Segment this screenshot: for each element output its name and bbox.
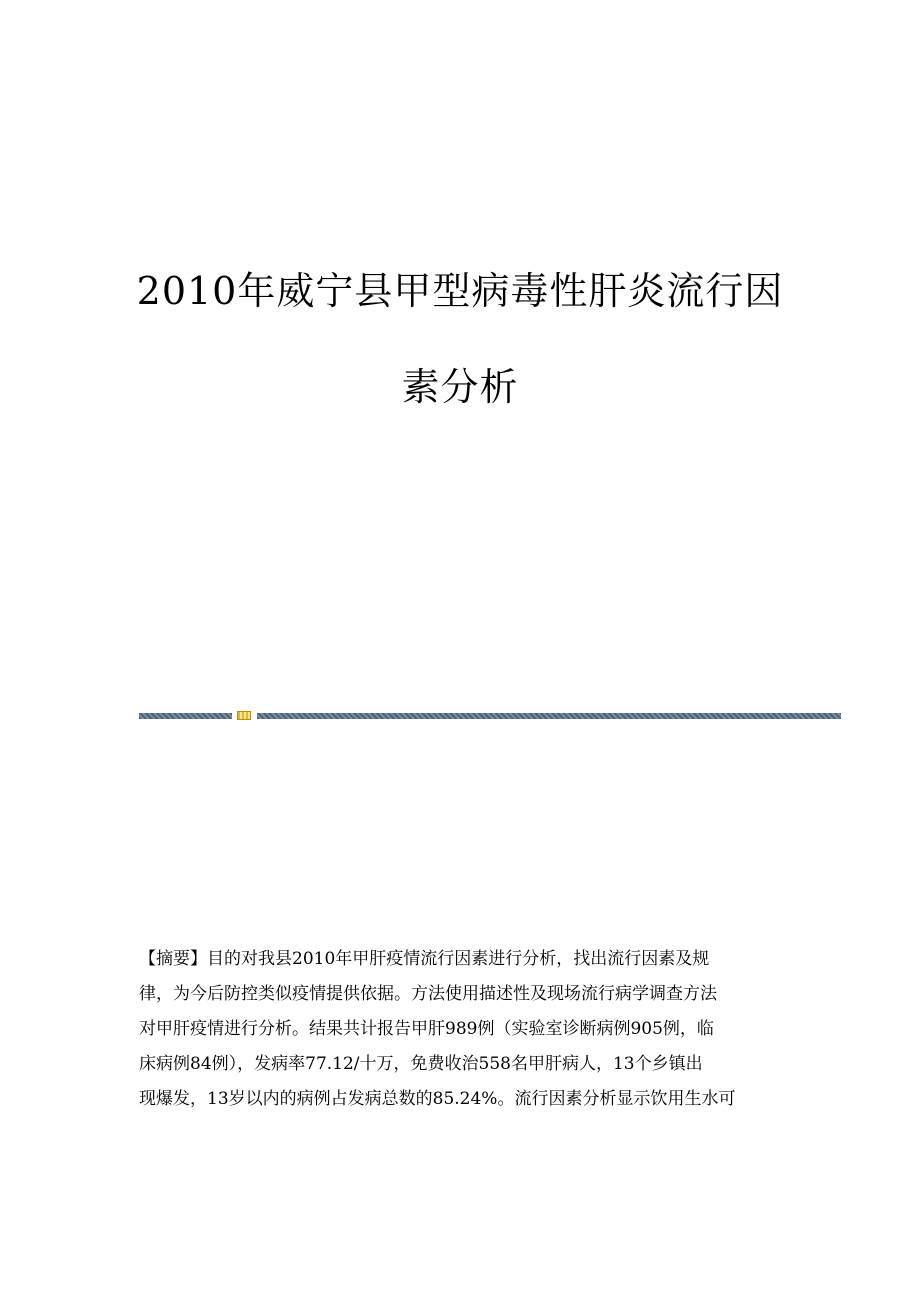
abstract-line-3: 对甲肝疫情进行分析。结果共计报告甲肝989例（实验室诊断病例905例，临 xyxy=(139,1019,714,1039)
decorative-divider xyxy=(139,711,841,721)
divider-ornament-icon xyxy=(237,711,251,720)
abstract-line-2: 律，为今后防控类似疫情提供依据。方法使用描述性及现场流行病学调查方法 xyxy=(139,984,717,1004)
abstract-line-1: 【摘要】目的对我县2010年甲肝疫情流行因素进行分析，找出流行因素及规 xyxy=(139,949,710,969)
document-title-line-2: 素分析 xyxy=(401,365,519,409)
document-title-line-1: 2010年威宁县甲型病毒性肝炎流行因 xyxy=(136,269,784,313)
abstract-line-4: 床病例84例），发病率77.12/十万，免费收治558名甲肝病人，13个乡镇出 xyxy=(139,1054,703,1074)
abstract-line-5: 现爆发，13岁以内的病例占发病总数的85.24%。流行因素分析显示饮用生水可 xyxy=(139,1089,736,1109)
abstract-paragraph xyxy=(139,942,789,1117)
divider-bar-left xyxy=(139,713,232,719)
divider-bar-right xyxy=(257,713,841,719)
